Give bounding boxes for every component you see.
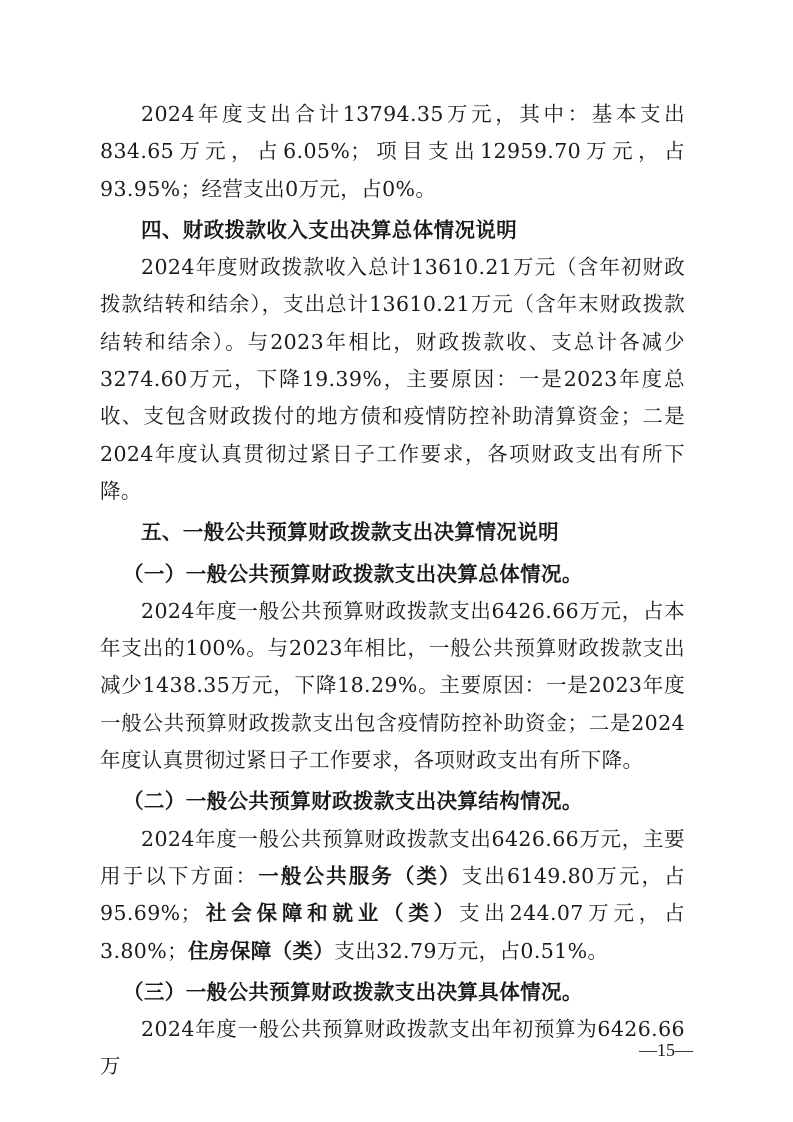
structure-text-1: 2024年度一般公共预算财政拨款支出6426.66万元，主要用于以下方面： (100, 826, 685, 888)
structure-text-3: 支出244.07万元，占3.80%； (100, 901, 686, 963)
subheading-overall: （一）一般公共预算财政拨款支出决算总体情况。 (123, 561, 583, 586)
paragraph-expenditure-total: 2024年度支出合计13794.35万元，其中：基本支出834.65万元，占6.05%；项目支出12959.70万元，占93.95%；经营支出0万元，占0%。 (100, 102, 685, 201)
category-social-security: 社会保障和就业（类） (201, 901, 459, 926)
paragraph-overall: 2024年度一般公共预算财政拨款支出6426.66万元，占本年支出的100%。与2023年相比，一般公共预算财政拨款支出减少1438.35万元，下降18.29%。主要原因：一是2023年度一般公共预算财政拨款支出包含疫情防控补助资金；二是2024年度认真贯彻过紧日子工作要求，各项财政支出有所下降。 (100, 598, 685, 773)
heading-section-4: 四、财政拨款收入支出决算总体情况说明 (141, 217, 518, 242)
subheading-details: （三）一般公共预算财政拨款支出决算具体情况。 (123, 979, 583, 1004)
structure-text-4: 支出32.79万元，占0.51%。 (334, 938, 609, 963)
category-housing: 住房保障（类） (188, 938, 335, 963)
page-number: —15— (639, 1040, 693, 1060)
paragraph-structure (100, 821, 685, 970)
structure-text-2: 支出6149.80万元，占95.69%； (100, 863, 685, 926)
paragraph-details: 2024年度一般公共预算财政拨款支出年初预算为6426.66万 (100, 1017, 685, 1079)
category-general-public-services: 一般公共服务（类） (258, 863, 462, 888)
paragraph-fiscal-allocation: 2024年度财政拨款收入总计13610.21万元（含年初财政拨款结转和结余），支出总计13610.21万元（含年末财政拨款结转和结余）。与2023年相比，财政拨款收、支总计各减少3274.60万元，下降19.39%，主要原因：一是2023年度总收、支包含财政拨付的地方债和疫情防控补助清算资金；二是2024年度认真贯彻过紧日子工作要求，各项财政支出有所下降。 (100, 255, 685, 503)
heading-section-5: 五、一般公共预算财政拨款支出决算情况说明 (141, 520, 559, 545)
document-page (100, 96, 685, 1086)
subheading-structure: （二）一般公共预算财政拨款支出决算结构情况。 (123, 789, 583, 814)
